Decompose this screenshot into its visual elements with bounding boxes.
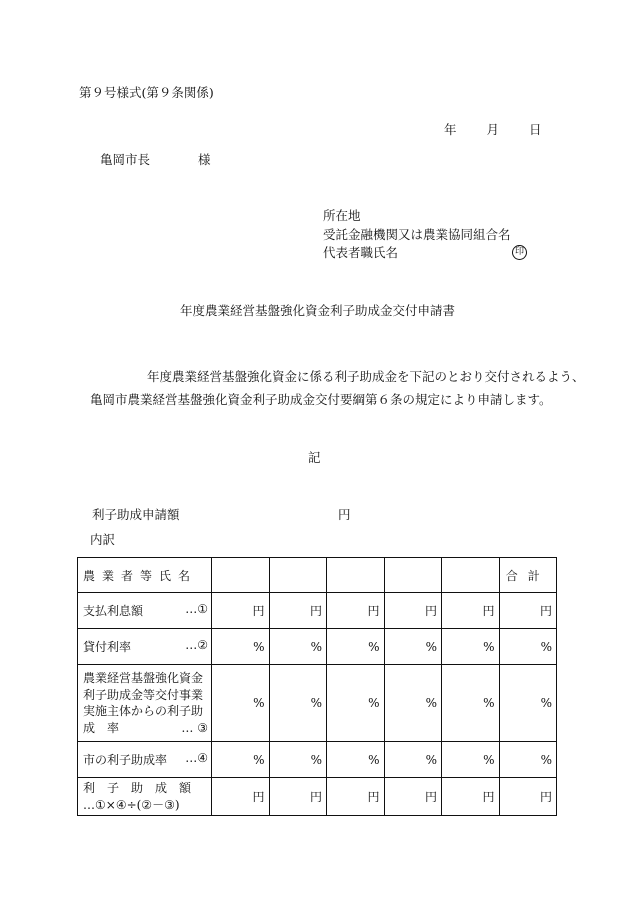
date-line: [444, 122, 542, 137]
form-number: 第９号様式(第９条関係): [79, 85, 214, 100]
city-rate-cell: %: [269, 742, 327, 778]
loan-rate-cell: %: [327, 629, 385, 665]
header-total: 合計: [499, 558, 557, 593]
body-text: [90, 365, 585, 411]
sender-block: [323, 207, 511, 263]
label-interest: [78, 593, 212, 629]
label-subsidy-rate-line2: 利子助成金等交付事業: [83, 687, 204, 702]
seal-mark: 印: [512, 245, 527, 260]
interest-cell: 円: [442, 593, 500, 629]
table-row-city-rate: [78, 742, 557, 778]
date-year: 年: [444, 122, 457, 137]
label-loan-rate-marker: …②: [185, 638, 208, 652]
interest-cell: 円: [269, 593, 327, 629]
table-row-loan-rate: [78, 629, 557, 665]
header-cell-5: [442, 558, 500, 593]
interest-cell: 円: [327, 593, 385, 629]
city-rate-cell: %: [384, 742, 442, 778]
label-interest-text: 支払利息額: [83, 604, 144, 618]
label-subsidy-rate-marker: … ③: [181, 720, 208, 735]
date-day: 日: [529, 122, 542, 137]
label-city-rate-marker: …④: [185, 751, 208, 765]
label-city-rate-text: 市の利子助成率: [83, 753, 168, 767]
label-interest-marker: …①: [185, 602, 208, 616]
subsidy-rate-cell: %: [442, 665, 500, 742]
label-subsidy-amount-line1: 利子助成額: [83, 781, 204, 795]
label-subsidy-rate: [78, 665, 212, 742]
loan-rate-cell: %: [384, 629, 442, 665]
date-month: 月: [486, 122, 500, 137]
label-loan-rate: [78, 629, 212, 665]
amount-line: [92, 507, 351, 522]
table-row-subsidy-rate: [78, 665, 557, 742]
label-city-rate: [78, 742, 212, 778]
sender-address-label: 所在地: [323, 208, 361, 223]
interest-cell: 円: [212, 593, 270, 629]
header-cell-3: [327, 558, 385, 593]
addressee-honorific: 様: [198, 152, 211, 167]
city-rate-total-cell: %: [499, 742, 557, 778]
subsidy-amount-cell: 円: [212, 778, 270, 816]
document-title: 年度農業経営基盤強化資金利子助成金交付申請書: [180, 303, 456, 318]
loan-rate-cell: %: [442, 629, 500, 665]
city-rate-cell: %: [212, 742, 270, 778]
city-rate-cell: %: [442, 742, 500, 778]
sender-representative-label: 代表者職氏名: [323, 245, 399, 260]
subsidy-amount-cell: 円: [327, 778, 385, 816]
city-rate-cell: %: [327, 742, 385, 778]
label-loan-rate-text: 貸付利率: [83, 640, 132, 654]
subsidy-rate-cell: %: [269, 665, 327, 742]
label-subsidy-rate-line4: 成 率: [83, 720, 120, 735]
label-subsidy-amount-line2: …①×④÷(②－③): [83, 797, 180, 812]
table-row-subsidy-amount: [78, 778, 557, 816]
sender-institution-label: 受託金融機関又は農業協同組合名: [323, 226, 511, 242]
header-farmer-name: 農業者等氏名: [78, 558, 212, 593]
amount-label: 利子助成申請額: [92, 507, 180, 522]
subsidy-rate-cell: %: [327, 665, 385, 742]
addressee-name: 亀岡市長: [100, 152, 151, 167]
body-line-2: 亀岡市農業経営基盤強化資金利子助成金交付要綱第６条の規定により申請します。: [90, 392, 552, 407]
subsidy-rate-cell: %: [384, 665, 442, 742]
interest-total-cell: 円: [499, 593, 557, 629]
subsidy-amount-cell: 円: [384, 778, 442, 816]
subsidy-rate-cell: %: [212, 665, 270, 742]
label-subsidy-rate-line1: 農業経営基盤強化資金: [83, 671, 204, 685]
subsidy-amount-total-cell: 円: [499, 778, 557, 816]
subsidy-amount-cell: 円: [442, 778, 500, 816]
header-cell-1: [212, 558, 270, 593]
subsidy-rate-total-cell: %: [499, 665, 557, 742]
loan-rate-cell: %: [269, 629, 327, 665]
amount-unit: 円: [338, 507, 351, 522]
loan-rate-total-cell: %: [499, 629, 557, 665]
ki-heading: 記: [308, 450, 321, 465]
loan-rate-cell: %: [212, 629, 270, 665]
subsidy-amount-cell: 円: [269, 778, 327, 816]
label-subsidy-amount: [78, 778, 212, 816]
addressee: [100, 152, 211, 167]
table-header-row: [78, 558, 557, 593]
label-subsidy-rate-line3: 実施主体からの利子助: [83, 704, 204, 718]
breakdown-label: 内訳: [90, 532, 116, 547]
header-cell-4: [384, 558, 442, 593]
table-row-interest: [78, 593, 557, 629]
interest-cell: 円: [384, 593, 442, 629]
body-line-1: 年度農業経営基盤強化資金に係る利子助成金を下記のとおり交付されるよう、: [147, 369, 585, 384]
breakdown-table: [77, 557, 557, 816]
header-cell-2: [269, 558, 327, 593]
